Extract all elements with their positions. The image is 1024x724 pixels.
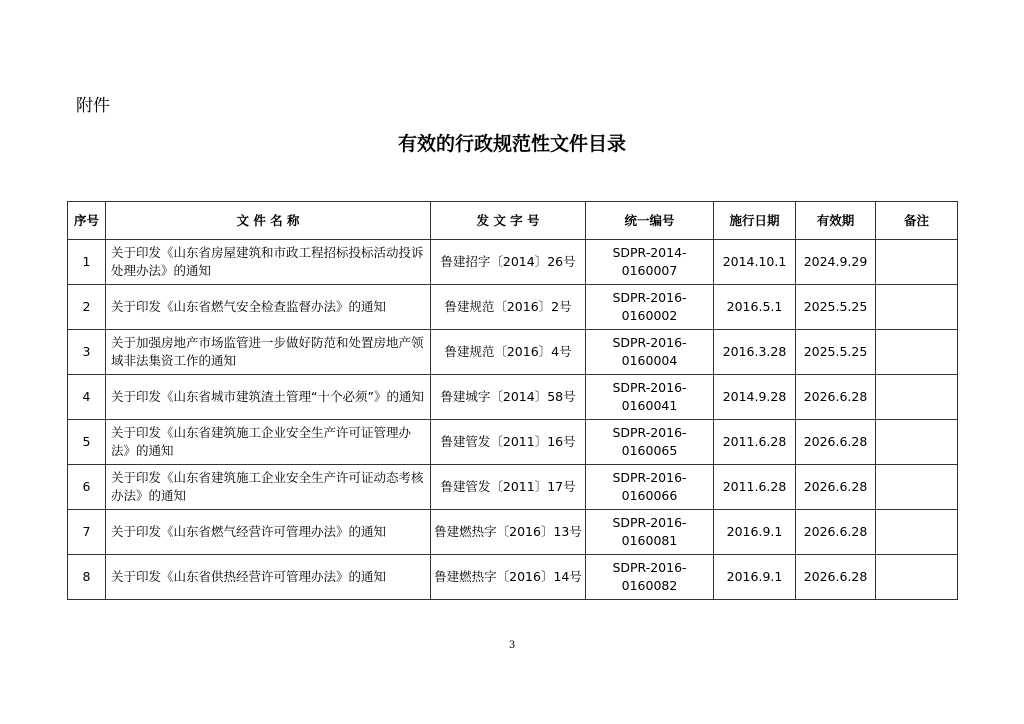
cell-remarks (876, 555, 958, 600)
header-unified-no: 统一编号 (586, 202, 714, 240)
cell-name: 关于印发《山东省建筑施工企业安全生产许可证动态考核办法》的通知 (106, 465, 431, 510)
table-row (68, 285, 958, 330)
cell-valid-until: 2025.5.25 (796, 285, 876, 330)
cell-unified-no: SDPR-2016-0160004 (586, 330, 714, 375)
cell-effective-date: 2011.6.28 (714, 420, 796, 465)
attachment-label: 附件 (76, 96, 110, 116)
cell-doc-no: 鲁建管发〔2011〕16号 (431, 420, 586, 465)
cell-seq: 6 (68, 465, 106, 510)
table-row (68, 240, 958, 285)
cell-name: 关于印发《山东省城市建筑渣土管理“十个必须”》的通知 (106, 375, 431, 420)
cell-unified-no: SDPR-2016-0160041 (586, 375, 714, 420)
cell-seq: 2 (68, 285, 106, 330)
cell-seq: 5 (68, 420, 106, 465)
cell-doc-no: 鲁建城字〔2014〕58号 (431, 375, 586, 420)
cell-seq: 7 (68, 510, 106, 555)
header-remarks: 备注 (876, 202, 958, 240)
cell-valid-until: 2026.6.28 (796, 510, 876, 555)
header-effective-date: 施行日期 (714, 202, 796, 240)
cell-unified-no: SDPR-2016-0160065 (586, 420, 714, 465)
cell-doc-no: 鲁建燃热字〔2016〕13号 (431, 510, 586, 555)
cell-valid-until: 2025.5.25 (796, 330, 876, 375)
table-row (68, 465, 958, 510)
cell-unified-no: SDPR-2014-0160007 (586, 240, 714, 285)
cell-remarks (876, 465, 958, 510)
cell-effective-date: 2016.9.1 (714, 555, 796, 600)
regulation-table (67, 201, 958, 600)
cell-doc-no: 鲁建招字〔2014〕26号 (431, 240, 586, 285)
cell-effective-date: 2014.9.28 (714, 375, 796, 420)
cell-unified-no: SDPR-2016-0160002 (586, 285, 714, 330)
cell-name: 关于加强房地产市场监管进一步做好防范和处置房地产领域非法集资工作的通知 (106, 330, 431, 375)
cell-unified-no: SDPR-2016-0160082 (586, 555, 714, 600)
cell-effective-date: 2011.6.28 (714, 465, 796, 510)
table-header-row (68, 202, 958, 240)
table-row (68, 555, 958, 600)
header-name: 文 件 名 称 (106, 202, 431, 240)
cell-remarks (876, 375, 958, 420)
cell-remarks (876, 510, 958, 555)
cell-seq: 8 (68, 555, 106, 600)
cell-effective-date: 2016.9.1 (714, 510, 796, 555)
cell-unified-no: SDPR-2016-0160066 (586, 465, 714, 510)
cell-name: 关于印发《山东省燃气安全检查监督办法》的通知 (106, 285, 431, 330)
header-seq: 序号 (68, 202, 106, 240)
page-number: 3 (508, 640, 516, 651)
cell-name: 关于印发《山东省房屋建筑和市政工程招标投标活动投诉处理办法》的通知 (106, 240, 431, 285)
cell-seq: 1 (68, 240, 106, 285)
cell-unified-no: SDPR-2016-0160081 (586, 510, 714, 555)
cell-remarks (876, 420, 958, 465)
cell-doc-no: 鲁建规范〔2016〕2号 (431, 285, 586, 330)
cell-remarks (876, 330, 958, 375)
cell-valid-until: 2026.6.28 (796, 375, 876, 420)
table-row (68, 420, 958, 465)
cell-effective-date: 2014.10.1 (714, 240, 796, 285)
header-valid-until: 有效期 (796, 202, 876, 240)
cell-valid-until: 2024.9.29 (796, 240, 876, 285)
cell-seq: 4 (68, 375, 106, 420)
document-title: 有效的行政规范性文件目录 (397, 133, 626, 155)
cell-effective-date: 2016.3.28 (714, 330, 796, 375)
cell-remarks (876, 240, 958, 285)
header-doc-no: 发 文 字 号 (431, 202, 586, 240)
cell-doc-no: 鲁建燃热字〔2016〕14号 (431, 555, 586, 600)
cell-seq: 3 (68, 330, 106, 375)
cell-effective-date: 2016.5.1 (714, 285, 796, 330)
cell-valid-until: 2026.6.28 (796, 420, 876, 465)
cell-doc-no: 鲁建管发〔2011〕17号 (431, 465, 586, 510)
cell-valid-until: 2026.6.28 (796, 555, 876, 600)
table-row (68, 375, 958, 420)
cell-name: 关于印发《山东省燃气经营许可管理办法》的通知 (106, 510, 431, 555)
cell-name: 关于印发《山东省供热经营许可管理办法》的通知 (106, 555, 431, 600)
table-row (68, 510, 958, 555)
cell-name: 关于印发《山东省建筑施工企业安全生产许可证管理办法》的通知 (106, 420, 431, 465)
cell-remarks (876, 285, 958, 330)
cell-valid-until: 2026.6.28 (796, 465, 876, 510)
table-row (68, 330, 958, 375)
cell-doc-no: 鲁建规范〔2016〕4号 (431, 330, 586, 375)
